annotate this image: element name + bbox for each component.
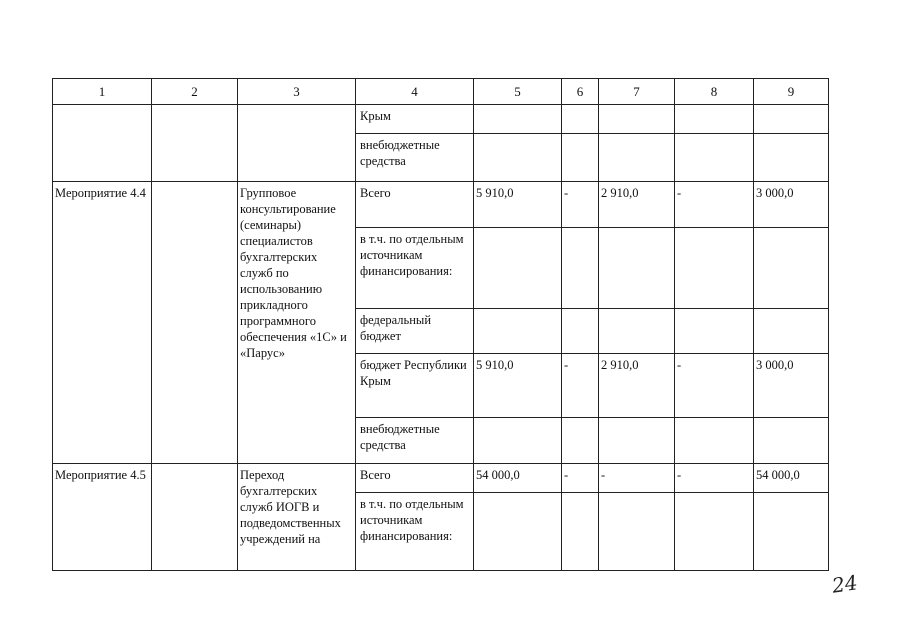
value-cell (675, 134, 754, 182)
source-cell: Всего (356, 464, 474, 493)
measure-id-cell: Мероприятие 4.4 (53, 182, 152, 464)
value-cell (562, 418, 599, 464)
value-cell (562, 309, 599, 354)
value-cell (675, 493, 754, 571)
column-header-3: 3 (238, 79, 356, 105)
source-cell: в т.ч. по отдельным источникам финансирования: (356, 228, 474, 309)
value-cell (675, 418, 754, 464)
value-cell: - (675, 354, 754, 418)
column-header-2: 2 (152, 79, 238, 105)
value-cell: 3 000,0 (754, 354, 829, 418)
value-cell (599, 134, 675, 182)
value-cell: - (675, 182, 754, 228)
value-cell (675, 228, 754, 309)
value-cell (599, 228, 675, 309)
value-cell: 54 000,0 (754, 464, 829, 493)
value-cell (599, 309, 675, 354)
value-cell (562, 493, 599, 571)
value-cell (474, 105, 562, 134)
column-header-8: 8 (675, 79, 754, 105)
source-cell: внебюджетные средства (356, 418, 474, 464)
header-row (53, 79, 829, 105)
value-cell: 5 910,0 (474, 182, 562, 228)
value-cell: - (562, 464, 599, 493)
value-cell: 2 910,0 (599, 354, 675, 418)
value-cell (754, 105, 829, 134)
value-cell: 3 000,0 (754, 182, 829, 228)
value-cell (754, 309, 829, 354)
value-cell (675, 309, 754, 354)
value-cell: - (599, 464, 675, 493)
column-header-9: 9 (754, 79, 829, 105)
description-cell: Групповое консультирование (семинары) специалистов бухгалтерских служб по использованию прикладного программного обеспечения «1С» и «Парус» (238, 182, 356, 464)
value-cell (599, 418, 675, 464)
description-cell (238, 105, 356, 182)
source-cell: внебюджетные средства (356, 134, 474, 182)
value-cell (754, 493, 829, 571)
value-cell (599, 105, 675, 134)
value-cell (754, 228, 829, 309)
column-header-7: 7 (599, 79, 675, 105)
value-cell (675, 105, 754, 134)
value-cell: - (675, 464, 754, 493)
value-cell: - (562, 354, 599, 418)
value-cell: 54 000,0 (474, 464, 562, 493)
table-row (53, 464, 829, 493)
value-cell (474, 418, 562, 464)
source-cell: бюджет Республики Крым (356, 354, 474, 418)
source-cell: федеральный бюджет (356, 309, 474, 354)
value-cell (474, 309, 562, 354)
table-row (53, 182, 829, 228)
value-cell (562, 228, 599, 309)
measure-id-cell: Мероприятие 4.5 (53, 464, 152, 571)
value-cell: 5 910,0 (474, 354, 562, 418)
page-number: 24 (830, 570, 859, 598)
executor-cell (152, 464, 238, 571)
value-cell (562, 105, 599, 134)
value-cell (754, 134, 829, 182)
budget-table (52, 78, 829, 571)
executor-cell (152, 105, 238, 182)
source-cell: Крым (356, 105, 474, 134)
value-cell: - (562, 182, 599, 228)
value-cell (474, 134, 562, 182)
value-cell (474, 493, 562, 571)
value-cell (599, 493, 675, 571)
value-cell (474, 228, 562, 309)
measure-id-cell (53, 105, 152, 182)
executor-cell (152, 182, 238, 464)
table-row (53, 105, 829, 134)
column-header-5: 5 (474, 79, 562, 105)
source-cell: Всего (356, 182, 474, 228)
column-header-4: 4 (356, 79, 474, 105)
description-cell: Переход бухгалтерских служб ИОГВ и подведомственных учреждений на (238, 464, 356, 571)
source-cell: в т.ч. по отдельным источникам финансирования: (356, 493, 474, 571)
column-header-1: 1 (53, 79, 152, 105)
value-cell (562, 134, 599, 182)
value-cell (754, 418, 829, 464)
column-header-6: 6 (562, 79, 599, 105)
value-cell: 2 910,0 (599, 182, 675, 228)
